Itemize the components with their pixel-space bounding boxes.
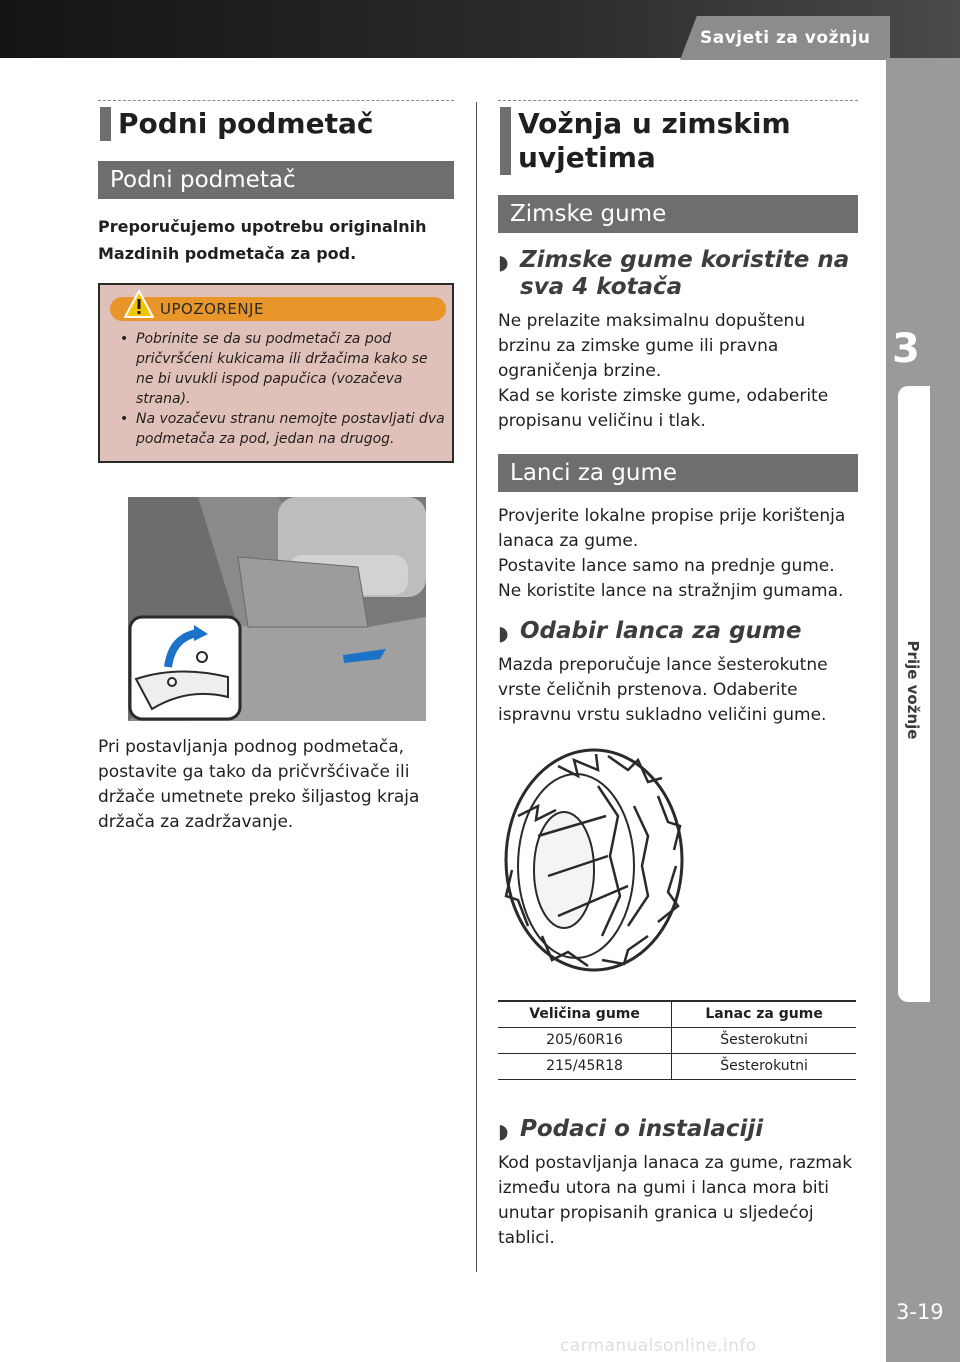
warning-item: • Pobrinite se da su podmetači za pod pričvršćeni kukicama ili držačima kako se ne bi uvukli ispod papučica (vozačeva strana). [110,329,446,409]
heading-floor-mat: Podni podmetač [98,100,454,147]
chain-selection-text: Mazda preporučuje lance šesterokutne vrste čeličnih prstenova. Odaberite ispravnu vrstu sukladno veličini gume. [498,655,828,725]
four-wheels-text: Ne prelazite maksimalnu dopuštenu brzinu za zimske gume ili pravna ograničenja brzine. Kad se koriste zimske gume, odaberite propisanu veličinu i tlak. [498,311,829,431]
table-header: Veličina gume [498,1001,672,1027]
table-row [498,1053,856,1079]
warning-box [98,283,454,463]
chevron-marker-icon: ◗ [498,250,509,274]
chapter-number: 3 [892,326,920,372]
tyre-chains-text: Provjerite lokalne propise prije korištenja lanaca za gume. Postavite lance samo na prednje gume. Ne koristite lance na stražnjim gumama. [498,506,846,601]
table-header-row [498,1001,856,1027]
heading-winter-driving: Vožnja u zimskim uvjetima [498,100,858,181]
table-header: Lanac za gume [672,1001,856,1027]
floor-mat-drawing [128,497,426,721]
column-divider [476,102,477,1272]
right-column [498,100,858,1251]
heading-chain-selection-text: Odabir lanca za gume [520,618,802,644]
subheading-floor-mat: Podni podmetač [98,161,454,199]
page-number: 3-19 [896,1300,944,1324]
chapter-label: Prije vožnje [904,640,922,740]
tyre-chain-table [498,1000,856,1080]
warning-triangle-icon [124,290,154,318]
heading-chain-selection [498,618,858,645]
table-cell: Šesterokutni [672,1053,856,1079]
table-row [498,1027,856,1053]
floor-mat-lead: Preporučujemo upotrebu originalnih Mazdinih podmetača za pod. [98,217,427,263]
clip-inset [130,617,240,719]
table-cell: 215/45R18 [498,1053,672,1079]
watermark: carmanualsonline.info [560,1336,757,1356]
warning-header [110,297,446,321]
left-column [98,100,454,835]
installation-text: Kod postavljanja lanaca za gume, razmak između utora na gumi i lanca mora biti unutar propisanih granica u sljedećoj tablici. [498,1152,853,1248]
warning-list [110,329,446,449]
heading-four-wheels [498,247,858,301]
chevron-marker-icon: ◗ [498,621,509,645]
warning-label: UPOZORENJE [160,300,264,318]
warning-item: • Na vozačevu stranu nemojte postavljati dva podmetača za pod, jedan na drugog. [110,409,446,449]
floor-mat-illustration [128,497,426,721]
table-cell: Šesterokutni [672,1027,856,1053]
floor-mat-instructions: Pri postavljanja podnog podmetača, postavite ga tako da pričvršćivače ili držače umetnete preko šiljastog kraja držača za zadržavanje. [98,737,420,832]
chevron-marker-icon: ◗ [498,1118,509,1143]
subheading-winter-tyres: Zimske gume [498,195,858,233]
heading-installation-text: Podaci o instalaciji [520,1115,764,1142]
section-title: Savjeti za vožnju [700,28,871,48]
table-cell: 205/60R16 [498,1027,672,1053]
heading-installation [498,1116,858,1143]
heading-four-wheels-text: Zimske gume koristite na sva 4 kotača [520,247,850,300]
tire-chain-illustration [498,746,690,974]
subheading-tyre-chains: Lanci za gume [498,454,858,492]
